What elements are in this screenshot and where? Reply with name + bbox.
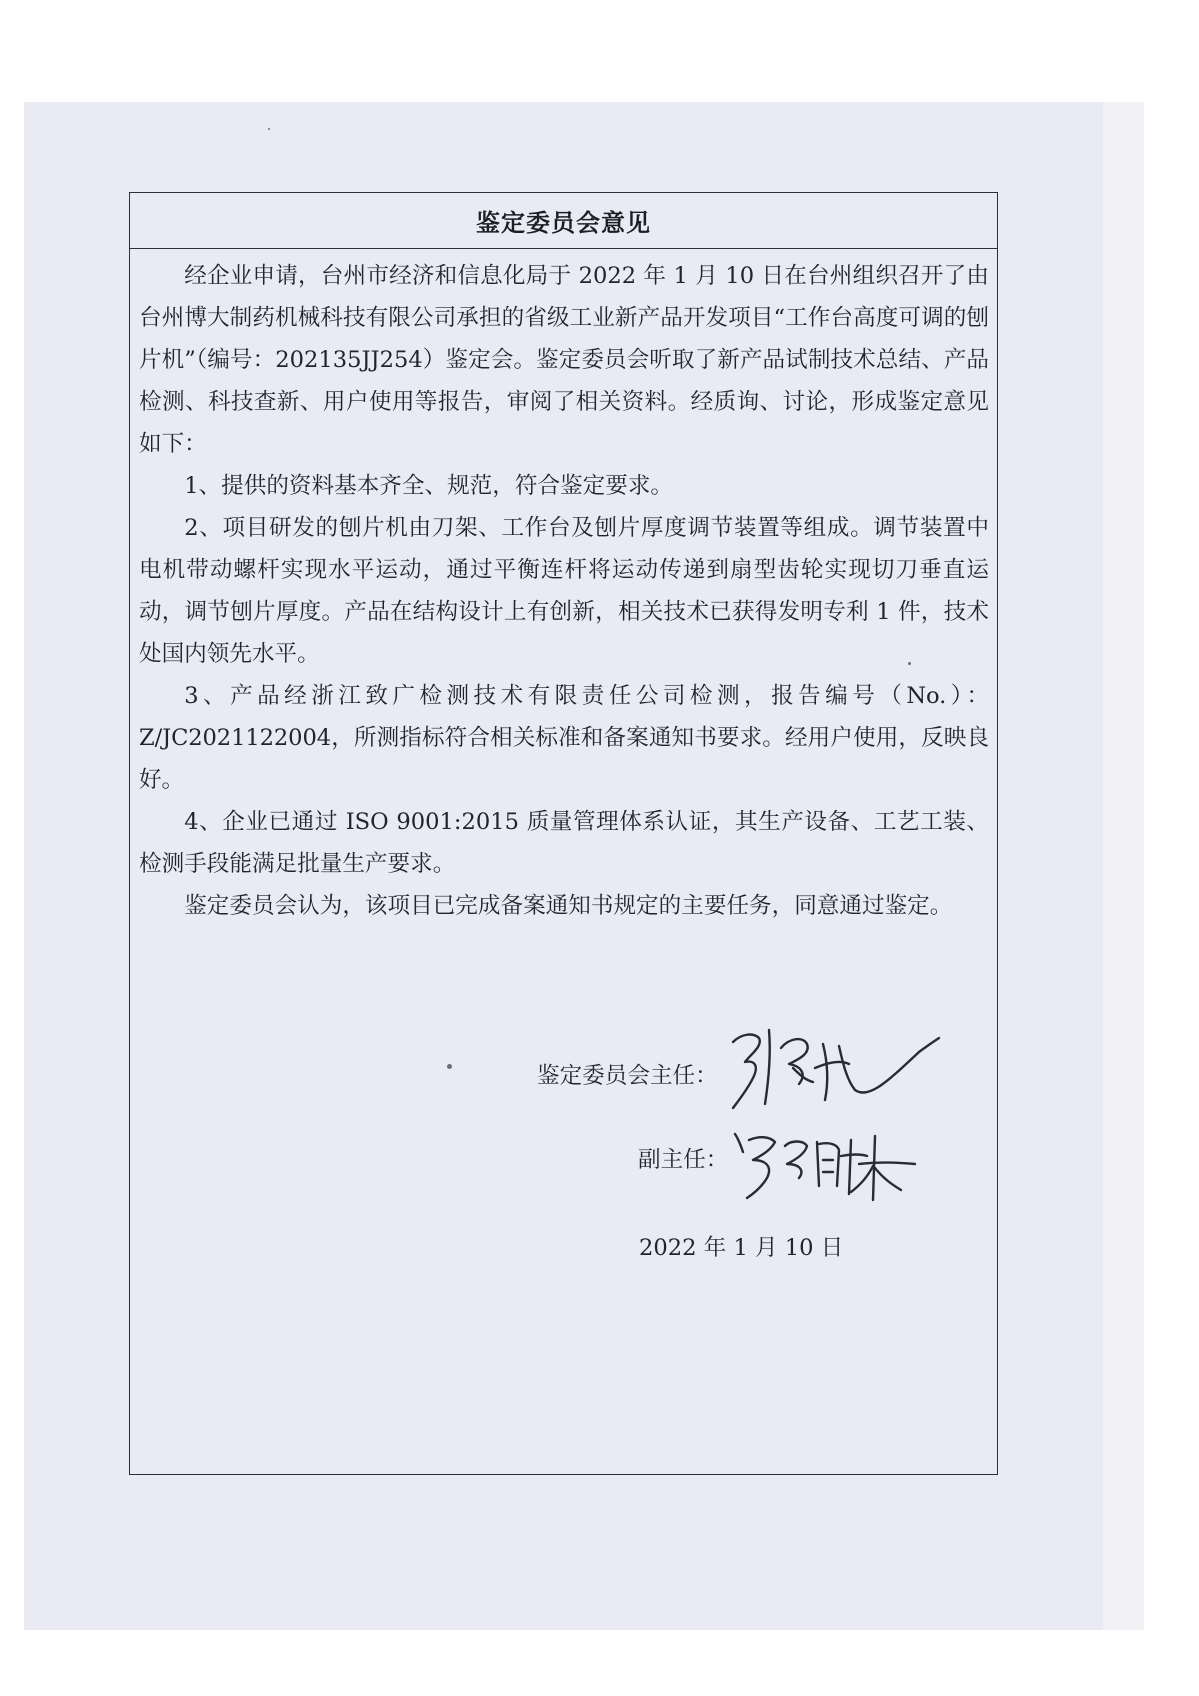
conclusion-paragraph: 鉴定委员会认为，该项目已完成备案通知书规定的主要任务，同意通过鉴定。 — [184, 893, 953, 919]
page-title: 鉴定委员会意见 — [476, 209, 651, 237]
opinion-body — [130, 249, 997, 927]
signature-block — [129, 1000, 998, 1300]
opinion-item-3: 3、产品经浙江致广检测技术有限责任公司检测，报告编号（No.）：Z/JC2021122004，所测指标符合相关标准和备案通知书要求。经用户使用，反映良好。 — [139, 683, 989, 793]
chair-signature — [719, 1008, 949, 1118]
vice-chair-label: 副主任： — [638, 1147, 729, 1173]
frame-header — [130, 193, 997, 249]
opinion-item-4: 4、企业已通过 ISO 9001:2015 质量管理体系认证，其生产设备、工艺工装、检测手段能满足批量生产要求。 — [139, 809, 989, 877]
scan-edge — [1103, 102, 1144, 1630]
opinion-item-1: 1、提供的资料基本齐全、规范，符合鉴定要求。 — [184, 473, 674, 499]
signing-date: 2022 年 1 月 10 日 — [639, 1235, 844, 1261]
intro-paragraph: 经企业申请，台州市经济和信息化局于 2022 年 1 月 10 日在台州组织召开了由台州博大制药机械科技有限公司承担的省级工业新产品开发项目“工作台高度可调的刨片机”（编号：202135JJ254）鉴定会。鉴定委员会听取了新产品试制技术总结、产品检测、科技查新、用户使用等报告，审阅了相关资料。经质询、讨论，形成鉴定意见如下： — [139, 263, 989, 457]
scan-speck — [268, 128, 270, 130]
opinion-item-2: 2、项目研发的刨片机由刀架、工作台及刨片厚度调节装置等组成。调节装置中电机带动螺杆实现水平运动，通过平衡连杆将运动传递到扇型齿轮实现切刀垂直运动，调节刨片厚度。产品在结构设计上有创新，相关技术已获得发明专利 1 件，技术处国内领先水平。 — [139, 515, 989, 667]
vice-chair-signature — [725, 1120, 925, 1210]
chair-label: 鉴定委员会主任： — [537, 1063, 718, 1089]
